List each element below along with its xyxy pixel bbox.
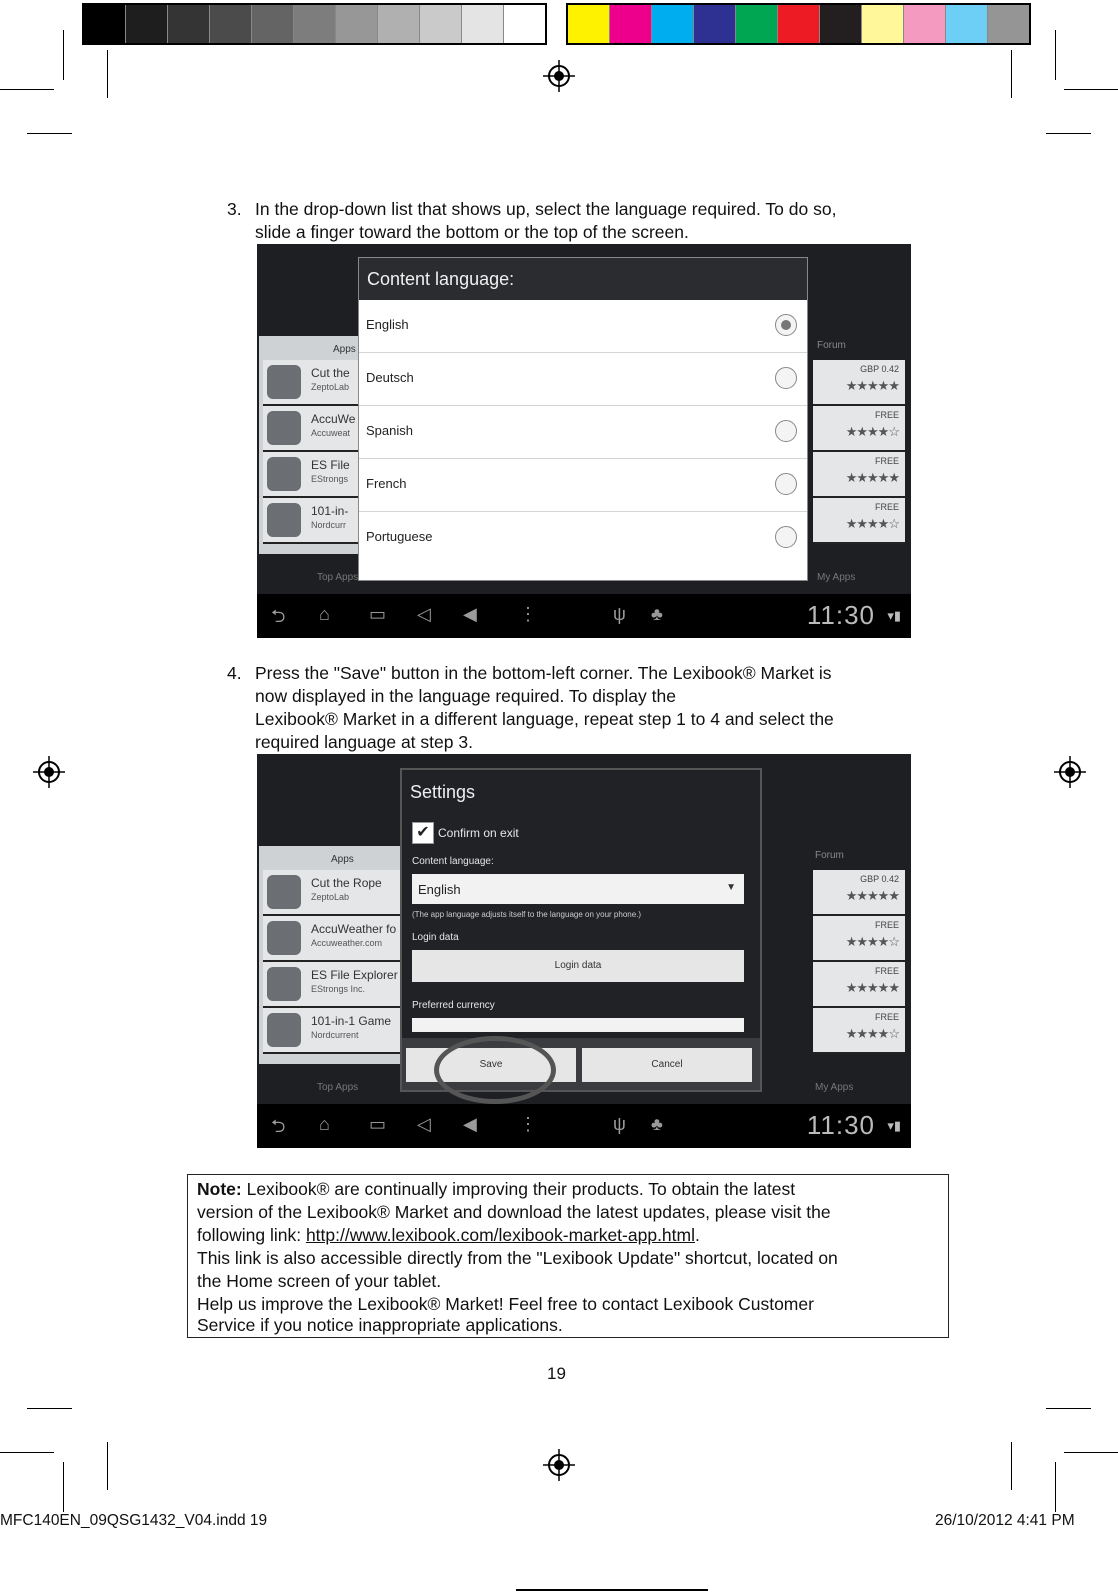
app-row[interactable] (263, 870, 411, 916)
color-swatch (778, 5, 820, 43)
cancel-button[interactable]: Cancel (582, 1048, 752, 1082)
radio-icon[interactable] (775, 420, 797, 442)
content-language-select[interactable] (412, 874, 744, 904)
price-label: GBP 0.42 (860, 364, 899, 374)
rating-stars: ★★★★★ (845, 470, 899, 485)
price-label: FREE (874, 456, 899, 466)
color-swatch (862, 5, 904, 43)
step-text-line: slide a finger toward the bottom or the top of the screen. (255, 222, 689, 242)
android-icon: ♣ (651, 604, 663, 624)
home-icon[interactable]: ⌂ (319, 604, 330, 624)
registration-mark-icon (543, 1449, 575, 1481)
back-icon[interactable]: ⮌ (271, 606, 286, 626)
option-label: Deutsch (366, 370, 414, 385)
radio-selected-icon[interactable] (775, 314, 797, 336)
radio-icon[interactable] (775, 473, 797, 495)
apps-tab-label: Apps (333, 344, 356, 355)
usb-icon: ψ (613, 604, 626, 624)
app-name: AccuWeather fo (311, 922, 397, 936)
crop-mark (27, 1408, 72, 1409)
rating-stars: ★★★★☆ (845, 934, 899, 949)
price-row (813, 360, 905, 406)
price-row (813, 962, 905, 1008)
app-icon (267, 875, 301, 909)
app-name: ES File (311, 458, 350, 472)
note-label: Note: (197, 1179, 242, 1199)
dialog-title: Settings (410, 782, 476, 802)
radio-icon[interactable] (775, 367, 797, 389)
rating-stars: ★★★★★ (845, 378, 899, 393)
step-text-line: required language at step 3. (255, 732, 473, 752)
save-button[interactable]: Save (406, 1048, 576, 1082)
color-swatch (84, 5, 126, 43)
volume-up-icon[interactable]: ◀ (463, 1114, 477, 1134)
color-swatch (904, 5, 946, 43)
rating-stars: ★★★★★ (845, 888, 899, 903)
menu-icon[interactable]: ⋮ (519, 1114, 537, 1134)
app-name: ES File Explorer (311, 968, 398, 982)
crop-mark (1055, 30, 1056, 80)
crop-mark (63, 30, 64, 80)
note-line: the Home screen of your tablet. (197, 1271, 442, 1291)
app-row[interactable] (263, 406, 367, 452)
crop-mark (1046, 133, 1091, 134)
rating-stars: ★★★★★ (845, 980, 899, 995)
app-icon (267, 457, 301, 491)
apps-tab-label: Apps (331, 854, 354, 865)
color-swatch (210, 5, 252, 43)
slug-timestamp: 26/10/2012 4:41 PM (935, 1512, 1075, 1529)
option-label: French (366, 476, 407, 491)
recent-apps-icon[interactable]: ▭ (369, 604, 387, 624)
app-developer: EStrongs Inc. (311, 984, 366, 994)
language-option-spanish[interactable] (359, 406, 807, 459)
color-swatch (820, 5, 862, 43)
price-label: FREE (874, 920, 899, 930)
dialog-title: Content language: (359, 258, 807, 300)
price-row (813, 916, 905, 962)
app-icon (267, 967, 301, 1001)
app-row[interactable] (263, 498, 367, 544)
app-developer: Nordcurrent (311, 1030, 359, 1040)
step-4-instructions (227, 662, 947, 756)
process-color-bar (566, 3, 1031, 45)
currency-field[interactable] (412, 1018, 744, 1032)
app-icon (267, 1013, 301, 1047)
rating-stars: ★★★★☆ (845, 1026, 899, 1041)
crop-mark (1046, 1408, 1091, 1409)
crop-mark (1055, 1462, 1056, 1512)
option-label: Spanish (366, 423, 413, 438)
app-developer: EStrongs (311, 474, 349, 484)
dropdown-arrow-icon: ▼ (726, 882, 736, 893)
content-language-screenshot (257, 244, 911, 638)
app-name: 101-in- (311, 504, 349, 518)
app-name: Cut the (311, 366, 350, 380)
preferred-currency-label: Preferred currency (412, 1000, 495, 1011)
my-apps-label: My Apps (815, 1082, 854, 1093)
color-swatch (336, 5, 378, 43)
language-option-portuguese[interactable] (359, 512, 807, 564)
price-row (813, 870, 905, 916)
language-hint: (The app language adjusts itself to the language on your phone.) (412, 910, 642, 919)
app-row[interactable] (263, 452, 367, 498)
registration-mark-icon (1054, 756, 1086, 788)
note-text: following link: (197, 1225, 306, 1245)
system-navigation-bar (257, 1104, 911, 1148)
crop-mark (1011, 1442, 1012, 1490)
volume-up-icon[interactable]: ◀ (463, 604, 477, 624)
color-swatch (294, 5, 336, 43)
color-swatch (736, 5, 778, 43)
note-line: Service if you notice inappropriate applications. (197, 1315, 563, 1335)
crop-mark (516, 1589, 708, 1591)
battery-icon: ▾▮ (887, 1118, 901, 1133)
note-line: Help us improve the Lexibook® Market! Feel free to contact Lexibook Customer (197, 1294, 814, 1314)
language-option-deutsch[interactable] (359, 353, 807, 406)
crop-mark (0, 1452, 54, 1453)
crop-mark (1064, 89, 1118, 90)
menu-icon[interactable]: ⋮ (519, 604, 537, 624)
app-icon (267, 503, 301, 537)
language-option-english[interactable] (359, 300, 807, 353)
crop-mark (107, 1442, 108, 1490)
content-language-dialog (358, 257, 808, 581)
note-line: version of the Lexibook® Market and download the latest updates, please visit the (197, 1202, 831, 1222)
price-label: FREE (874, 502, 899, 512)
price-label: FREE (874, 1012, 899, 1022)
price-row (813, 452, 905, 498)
step-text-line: now displayed in the language required. To display the (255, 686, 676, 706)
app-row[interactable] (263, 1008, 411, 1054)
forum-tab-label: Forum (815, 850, 844, 861)
top-apps-label: Top Apps (317, 1082, 359, 1093)
top-apps-label: Top Apps (317, 572, 359, 583)
note-line: This link is also accessible directly from the "Lexibook Update" shortcut, located on (197, 1248, 838, 1268)
back-icon[interactable]: ⮌ (271, 1116, 286, 1136)
crop-mark (1064, 1452, 1118, 1453)
usb-icon: ψ (613, 1114, 626, 1134)
home-icon[interactable]: ⌂ (319, 1114, 330, 1134)
slug-filename: MFC140EN_09QSG1432_V04.indd 19 (0, 1512, 268, 1529)
price-label: GBP 0.42 (860, 874, 899, 884)
step-number: 3. (227, 199, 242, 219)
radio-icon[interactable] (775, 526, 797, 548)
status-clock: 11:30 (806, 600, 875, 630)
volume-down-icon[interactable]: ◁ (417, 604, 431, 624)
note-text: . (695, 1225, 700, 1245)
app-developer: ZeptoLab (311, 892, 350, 902)
app-name: AccuWe (311, 412, 356, 426)
app-icon (267, 411, 301, 445)
crop-mark (0, 89, 54, 90)
my-apps-label: My Apps (817, 572, 856, 583)
color-swatch (946, 5, 988, 43)
apps-panel (259, 336, 367, 554)
color-swatch (988, 5, 1029, 43)
crop-mark (1011, 50, 1012, 98)
registration-mark-icon (33, 756, 65, 788)
login-data-button[interactable]: Login data (412, 950, 744, 982)
color-swatch (420, 5, 462, 43)
language-option-french[interactable] (359, 459, 807, 512)
crop-mark (63, 1462, 64, 1512)
settings-screenshot (257, 754, 911, 1148)
app-row[interactable] (263, 916, 411, 962)
price-label: FREE (874, 410, 899, 420)
note-box (187, 1174, 949, 1338)
app-row[interactable] (263, 360, 367, 406)
app-row[interactable] (263, 962, 411, 1008)
color-swatch (504, 5, 545, 43)
app-developer: Accuweather.com (311, 938, 383, 948)
highlight-ellipse (434, 1036, 556, 1104)
registration-mark-icon (543, 60, 575, 92)
color-swatch (462, 5, 504, 43)
app-name: 101-in-1 Game (311, 1014, 392, 1028)
crop-mark (107, 50, 108, 98)
confirm-on-exit-label: Confirm on exit (438, 826, 519, 840)
market-app-link[interactable]: http://www.lexibook.com/lexibook-market-app.html (305, 1225, 695, 1245)
status-clock: 11:30 (806, 1110, 875, 1140)
color-swatch (168, 5, 210, 43)
option-label: Portuguese (366, 529, 433, 544)
crop-mark (27, 133, 72, 134)
app-developer: Accuweat (311, 428, 351, 438)
grayscale-color-bar (82, 3, 547, 45)
color-swatch (694, 5, 736, 43)
color-swatch (568, 5, 610, 43)
recent-apps-icon[interactable]: ▭ (369, 1114, 387, 1134)
price-row (813, 498, 905, 544)
system-navigation-bar (257, 594, 911, 638)
rating-stars: ★★★★☆ (845, 516, 899, 531)
android-icon: ♣ (651, 1114, 663, 1134)
rating-stars: ★★★★☆ (845, 424, 899, 439)
note-line (197, 1179, 795, 1200)
note-text: Lexibook® are continually improving their products. To obtain the latest (241, 1179, 796, 1199)
login-data-label: Login data (412, 932, 459, 943)
app-developer: ZeptoLab (311, 382, 350, 392)
option-label: English (366, 317, 409, 332)
color-swatch (652, 5, 694, 43)
volume-down-icon[interactable]: ◁ (417, 1114, 431, 1134)
step-text-line: In the drop-down list that shows up, select the language required. To do so, (255, 199, 837, 219)
app-icon (267, 365, 301, 399)
app-name: Cut the Rope (311, 876, 382, 890)
color-swatch (378, 5, 420, 43)
apps-panel (259, 846, 411, 1064)
price-label: FREE (874, 966, 899, 976)
content-language-label: Content language: (412, 856, 494, 867)
page-number: 19 (547, 1364, 566, 1383)
step-text-line: Lexibook® Market in a different language, repeat step 1 to 4 and select the (255, 709, 834, 729)
forum-tab-label: Forum (817, 340, 846, 351)
color-swatch (610, 5, 652, 43)
color-swatch (252, 5, 294, 43)
step-number: 4. (227, 663, 242, 683)
note-line (197, 1225, 700, 1246)
app-icon (267, 921, 301, 955)
selected-language: English (418, 882, 461, 897)
confirm-on-exit-checkbox[interactable]: ✔ (412, 822, 434, 844)
app-developer: Nordcurr (311, 520, 347, 530)
step-text-line: Press the "Save" button in the bottom-left corner. The Lexibook® Market is (255, 663, 832, 683)
price-row (813, 1008, 905, 1054)
battery-icon: ▾▮ (887, 608, 901, 623)
step-3-instructions (227, 198, 947, 246)
color-swatch (126, 5, 168, 43)
price-row (813, 406, 905, 452)
